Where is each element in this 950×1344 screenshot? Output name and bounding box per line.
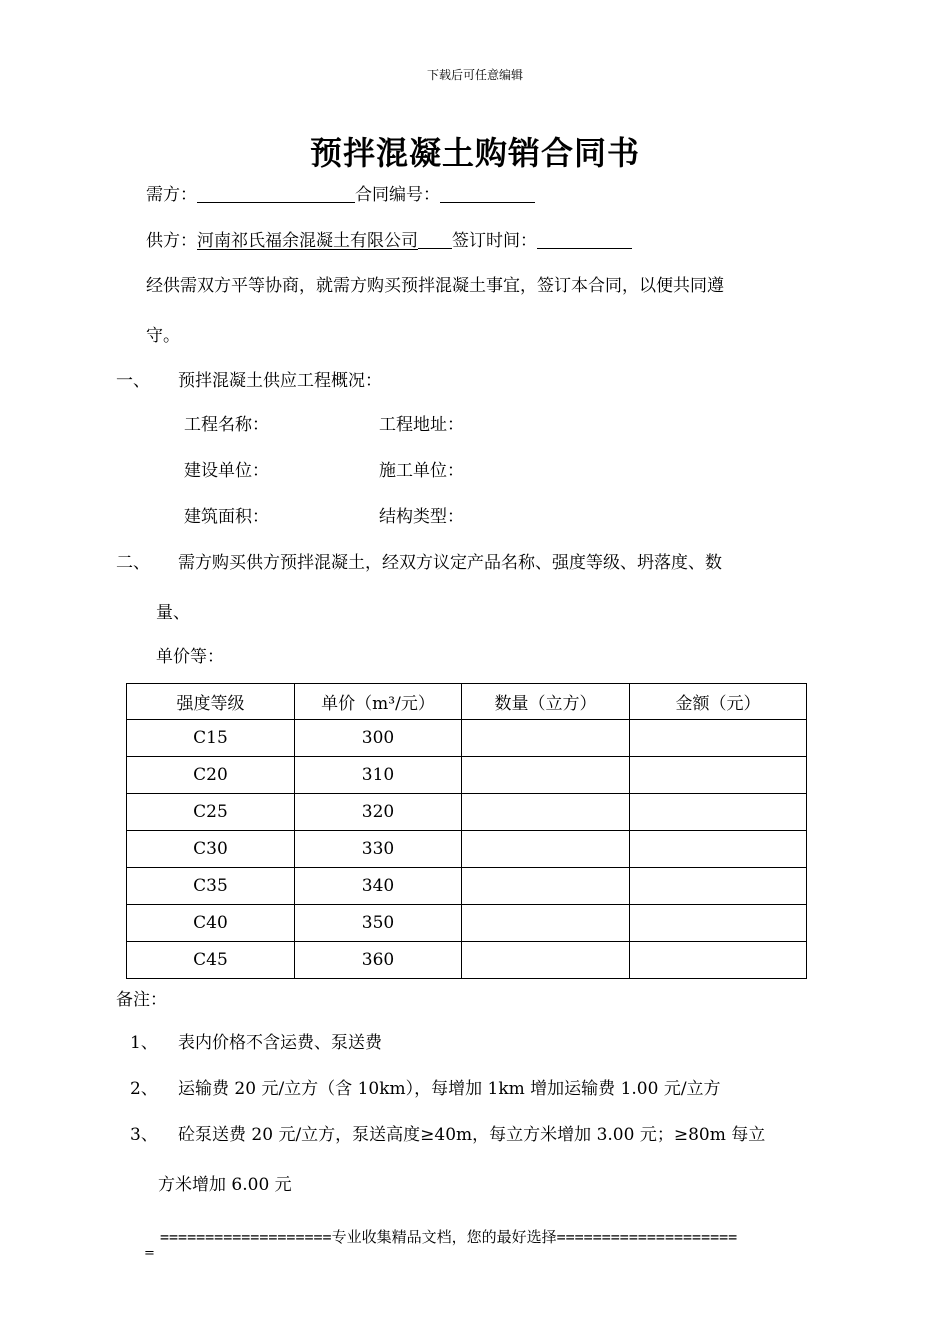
header-unit-price: 单价（m³/元）: [295, 684, 462, 720]
note-1-text: 表内价格不含运费、泵送费: [178, 1033, 382, 1053]
supplier-blank: [418, 231, 452, 249]
note-2-text: 运输费 20 元/立方（含 10km），每增加 1km 增加运输费 1.00 元/立方: [178, 1079, 721, 1099]
amount-cell: [630, 868, 807, 905]
price-cell: 350: [295, 905, 462, 942]
section1-number: 一、: [116, 371, 150, 391]
table-header-row: [127, 684, 807, 720]
grade-cell: C15: [127, 720, 295, 757]
contract-no-label: 合同编号：: [355, 185, 440, 205]
table-row: [127, 868, 807, 905]
note-3-text-continued: 方米增加 6.00 元: [158, 1175, 292, 1195]
section1-heading: 预拌混凝土供应工程概况：: [178, 371, 382, 391]
quantity-cell: [462, 831, 630, 868]
project-name-label: 工程名称：: [184, 415, 269, 435]
sign-time-blank: [537, 231, 632, 249]
note-1-number: 1、: [130, 1033, 158, 1053]
table-row: [127, 942, 807, 979]
table-row: [127, 905, 807, 942]
quantity-cell: [462, 905, 630, 942]
contract-title: 预拌混凝土购销合同书: [309, 134, 640, 172]
quantity-cell: [462, 720, 630, 757]
quantity-cell: [462, 942, 630, 979]
builder-unit-label: 施工单位：: [379, 461, 464, 481]
buyer-line: [146, 180, 535, 205]
amount-cell: [630, 831, 807, 868]
price-cell: 360: [295, 942, 462, 979]
supplier-line: [146, 226, 632, 251]
buyer-blank: [197, 185, 355, 203]
table-row: [127, 794, 807, 831]
price-cell: 340: [295, 868, 462, 905]
amount-cell: [630, 794, 807, 831]
quantity-cell: [462, 757, 630, 794]
table-row: [127, 757, 807, 794]
supplier-name: 河南祁氏福余混凝土有限公司: [197, 231, 418, 251]
sign-time-label: 签订时间：: [452, 231, 537, 251]
grade-cell: C20: [127, 757, 295, 794]
section2-line-3: 单价等：: [156, 647, 224, 667]
structure-type-label: 结构类型：: [379, 507, 464, 527]
grade-cell: C35: [127, 868, 295, 905]
section2-line-2: 量、: [156, 603, 190, 623]
header-grade: 强度等级: [127, 684, 295, 720]
grade-cell: C40: [127, 905, 295, 942]
amount-cell: [630, 942, 807, 979]
footer-banner: ===================专业收集精品文档，您的最好选择====================: [160, 1228, 738, 1246]
quantity-cell: [462, 868, 630, 905]
construction-unit-label: 建设单位：: [184, 461, 269, 481]
intro-line-2: 守。: [146, 326, 180, 346]
note-3-text: 砼泵送费 20 元/立方，泵送高度≥40m，每立方米增加 3.00 元；≥80m 每立: [178, 1125, 766, 1145]
amount-cell: [630, 905, 807, 942]
amount-cell: [630, 757, 807, 794]
project-address-label: 工程地址：: [379, 415, 464, 435]
download-note: 下载后可任意编辑: [426, 68, 523, 82]
section2-number: 二、: [116, 553, 150, 573]
header-quantity: 数量（立方）: [462, 684, 630, 720]
header-amount: 金额（元）: [630, 684, 807, 720]
notes-label: 备注：: [116, 990, 167, 1010]
price-cell: 300: [295, 720, 462, 757]
footer-banner-tail: =: [144, 1246, 155, 1261]
concrete-price-table: [126, 683, 807, 979]
price-cell: 330: [295, 831, 462, 868]
contract-no-blank: [440, 185, 535, 203]
grade-cell: C45: [127, 942, 295, 979]
buyer-label: 需方：: [146, 185, 197, 205]
table-row: [127, 720, 807, 757]
price-cell: 310: [295, 757, 462, 794]
price-cell: 320: [295, 794, 462, 831]
grade-cell: C30: [127, 831, 295, 868]
amount-cell: [630, 720, 807, 757]
section2-line-1: 需方购买供方预拌混凝土，经双方议定产品名称、强度等级、坍落度、数: [178, 553, 722, 573]
quantity-cell: [462, 794, 630, 831]
supplier-label: 供方：: [146, 231, 197, 251]
note-2-number: 2、: [130, 1079, 158, 1099]
table-row: [127, 831, 807, 868]
note-3-number: 3、: [130, 1125, 158, 1145]
grade-cell: C25: [127, 794, 295, 831]
building-area-label: 建筑面积：: [184, 507, 269, 527]
intro-line-1: 经供需双方平等协商，就需方购买预拌混凝土事宜，签订本合同，以便共同遵: [146, 276, 724, 296]
